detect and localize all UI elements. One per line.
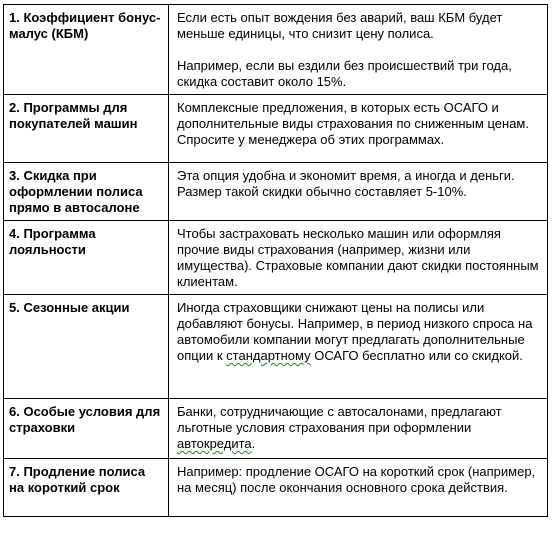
description-paragraph: Эта опция удобна и экономит время, а иногда и деньги. Размер такой скидки обычно составляет 5-10%.	[177, 168, 515, 199]
table-row	[4, 95, 548, 163]
row-description-cell	[169, 95, 548, 163]
row-title-cell: 6. Особые условия для страховки	[4, 399, 169, 459]
row-description-cell	[169, 5, 548, 95]
description-paragraph: Чтобы застраховать несколько машин или оформляя прочие виды страхования (например, жизни или имущества). Страховые компании дают скидки постоянным клиентам.	[177, 226, 539, 289]
description-paragraph: Комплексные предложения, в которых есть ОСАГО и дополнительные виды страхования по сниженным ценам. Спросите у менеджера об этих программах.	[177, 100, 529, 147]
row-description-cell	[169, 163, 548, 221]
row-description-cell	[169, 295, 548, 399]
insurance-discounts-table	[3, 4, 548, 517]
row-description-cell	[169, 221, 548, 295]
table-row	[4, 221, 548, 295]
table-row	[4, 163, 548, 221]
description-paragraph	[177, 404, 541, 452]
description-paragraph: Например: продление ОСАГО на короткий срок (например, на месяц) после окончания основного срока действия.	[177, 464, 536, 495]
table-row	[4, 295, 548, 399]
text-segment: Иногда страховщики снижают цены на полисы или добавляют бонусы. Например, в период низкого спроса на автомобили компании могут предлагать дополнительные опции к	[177, 300, 533, 363]
table-row	[4, 5, 548, 95]
row-title-cell: 3. Скидка при оформлении полиса прямо в автосалоне	[4, 163, 169, 221]
row-title-cell: 4. Программа лояльности	[4, 221, 169, 295]
table-row	[4, 459, 548, 517]
description-paragraph: Если есть опыт вождения без аварий, ваш КБМ будет меньше единицы, что снизит цену полиса.	[177, 10, 503, 41]
text-segment: Банки, сотрудничающие с автосалонами, предлагают льготные условия страхования при оформлении	[177, 404, 502, 435]
row-description-cell	[169, 459, 548, 517]
table-row	[4, 399, 548, 459]
row-title-cell: 7. Продление полиса на короткий срок	[4, 459, 169, 517]
description-paragraph: Например, если вы ездили без происшествий три года, скидка составит около 15%.	[177, 58, 512, 89]
row-description-cell	[169, 399, 548, 459]
spellcheck-flagged-word: автокредита	[177, 436, 252, 451]
description-paragraph	[177, 300, 541, 364]
row-title-cell: 1. Коэффициент бонус-малус (КБМ)	[4, 5, 169, 95]
row-title-cell: 5. Сезонные акции	[4, 295, 169, 399]
document	[3, 4, 548, 517]
row-title-cell: 2. Программы для покупателей машин	[4, 95, 169, 163]
spellcheck-flagged-word: стандартному	[226, 348, 311, 363]
text-segment: ОСАГО бесплатно или со скидкой.	[310, 348, 523, 363]
text-segment: .	[251, 436, 256, 451]
